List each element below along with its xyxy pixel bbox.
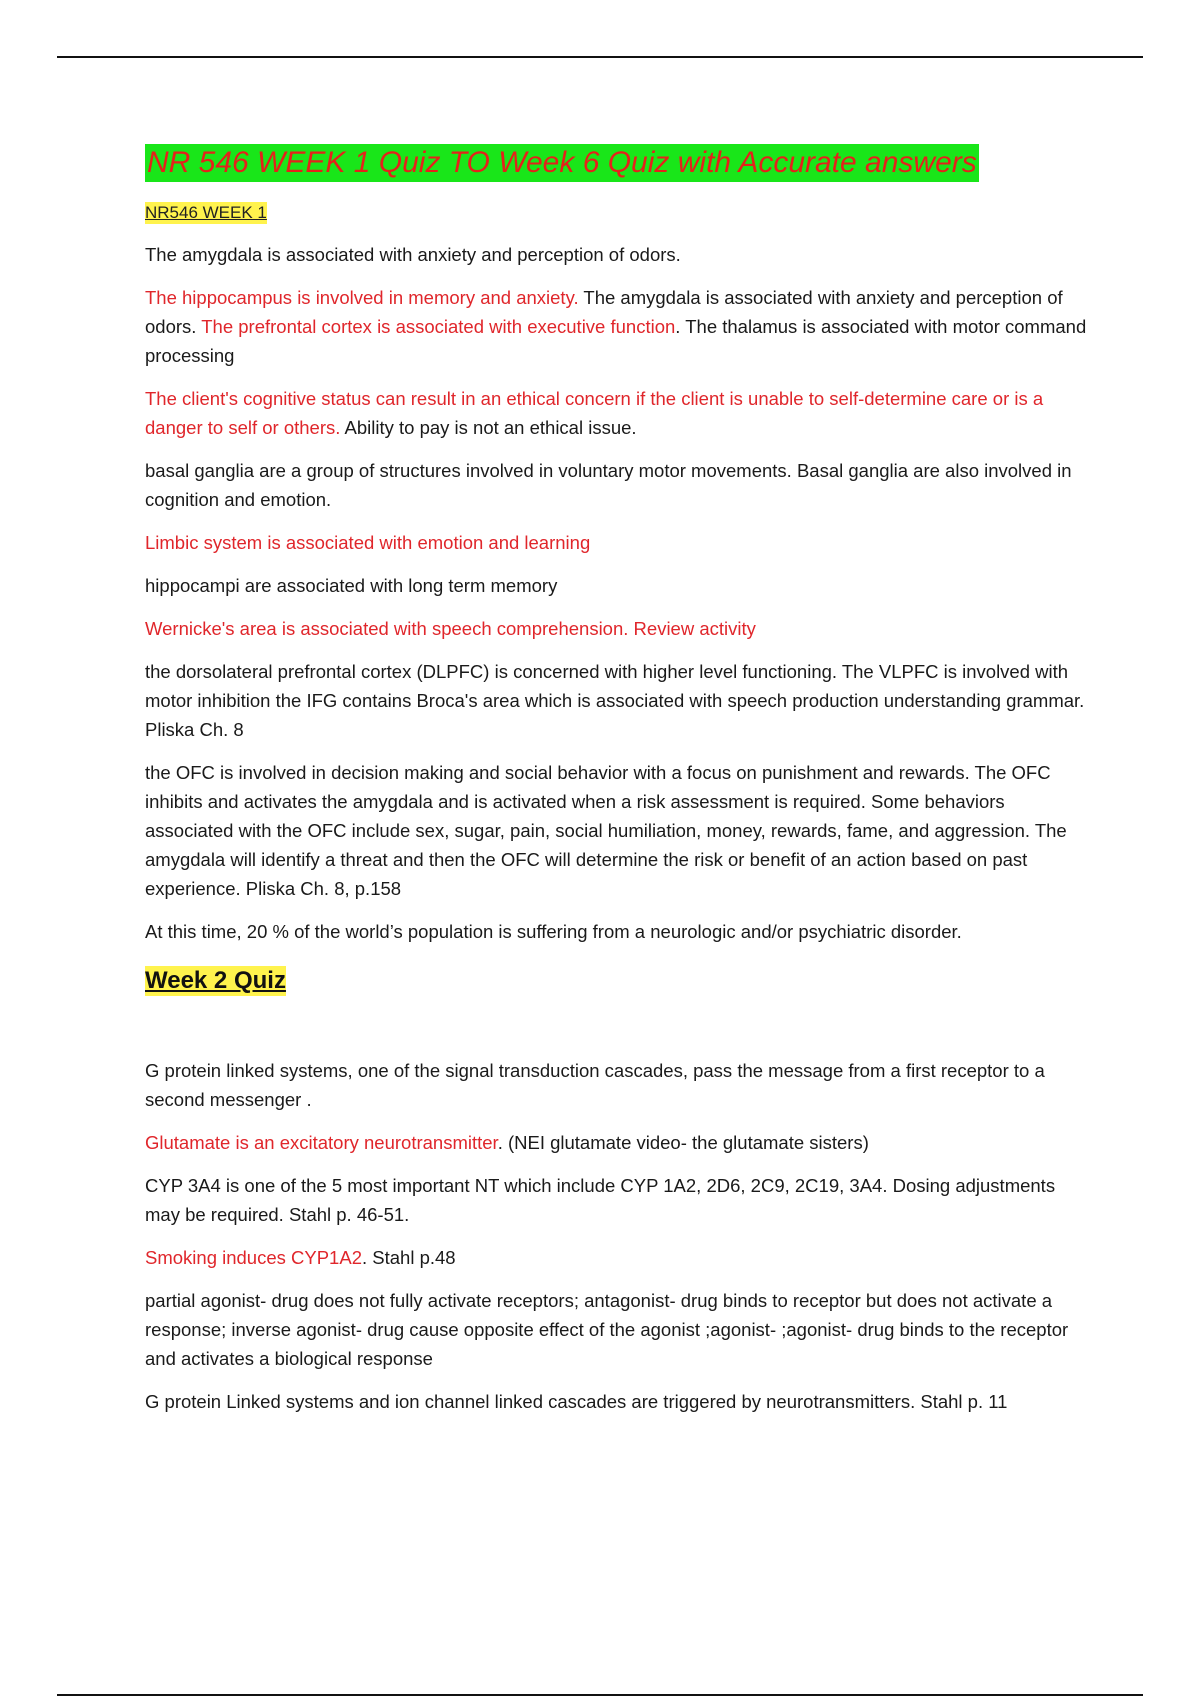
paragraph bbox=[145, 384, 1095, 442]
paragraph-text: G protein linked systems, one of the signal transduction cascades, pass the message from a first receptor to a second messenger . bbox=[145, 1060, 1045, 1110]
paragraph-text: . The thalamus is associated with motor command processing bbox=[145, 316, 1087, 366]
highlighted-answer: The prefrontal cortex is associated with executive function bbox=[201, 316, 676, 337]
paragraph bbox=[145, 1286, 1095, 1373]
highlighted-answer: The client's cognitive status can result in an ethical concern if the client is unable to self-determine care or is a danger to self or others. bbox=[145, 388, 1044, 438]
paragraph-text: the OFC is involved in decision making and social behavior with a focus on punishment and rewards. The OFC inhibits and activates the amygdala and is activated when a risk assessment is required. Some behaviors associated with the OFC include sex, sugar, pain, social humiliation, money, rewards, fame, and aggression. The amygdala will identify a threat and then the OFC will determine the risk or benefit of an action based on past experience. Pliska Ch. 8, p.158 bbox=[145, 762, 1067, 899]
highlighted-answer: The hippocampus is involved in memory and anxiety. bbox=[145, 287, 579, 308]
paragraph-text: The amygdala is associated with anxiety and perception of odors. bbox=[145, 287, 1063, 337]
paragraph-text: hippocampi are associated with long term memory bbox=[145, 575, 558, 596]
paragraph-text: G protein Linked systems and ion channel linked cascades are triggered by neurotransmitters. Stahl p. 11 bbox=[145, 1391, 1008, 1412]
top-divider bbox=[57, 56, 1143, 58]
paragraph-text: Ability to pay is not an ethical issue. bbox=[340, 417, 637, 438]
highlighted-answer: Limbic system is associated with emotion and learning bbox=[145, 532, 591, 553]
document-body bbox=[145, 144, 1095, 1430]
paragraph bbox=[145, 283, 1095, 370]
paragraph bbox=[145, 1128, 1095, 1157]
document-title: NR 546 WEEK 1 Quiz TO Week 6 Quiz with Accurate answers bbox=[145, 144, 979, 182]
paragraph-text: . (NEI glutamate video- the glutamate sisters) bbox=[497, 1132, 869, 1153]
bottom-divider bbox=[57, 1694, 1143, 1696]
paragraph bbox=[145, 614, 1095, 643]
paragraph bbox=[145, 456, 1095, 514]
paragraph bbox=[145, 1387, 1095, 1416]
highlighted-answer: Wernicke's area is associated with speech comprehension. Review activity bbox=[145, 618, 756, 639]
paragraph-text: CYP 3A4 is one of the 5 most important NT which include CYP 1A2, 2D6, 2C9, 2C19, 3A4. Dosing adjustments may be required. Stahl p. 46-51. bbox=[145, 1175, 1056, 1225]
paragraph-text: the dorsolateral prefrontal cortex (DLPFC) is concerned with higher level functioning. The VLPFC is involved with motor inhibition the IFG contains Broca's area which is associated with speech production understanding grammar. Pliska Ch. 8 bbox=[145, 661, 1085, 740]
paragraph bbox=[145, 758, 1095, 903]
paragraph-text: partial agonist- drug does not fully activate receptors; antagonist- drug binds to receptor but does not activate a response; inverse agonist- drug cause opposite effect of the agonist ;agonist- ;agonist- drug binds to the receptor and activates a biological response bbox=[145, 1290, 1069, 1369]
paragraph bbox=[145, 240, 1095, 269]
paragraph bbox=[145, 657, 1095, 744]
paragraph bbox=[145, 1243, 1095, 1272]
paragraph bbox=[145, 1171, 1095, 1229]
paragraph-text: . Stahl p.48 bbox=[361, 1247, 456, 1268]
paragraph bbox=[145, 571, 1095, 600]
paragraph-text: basal ganglia are a group of structures involved in voluntary motor movements. Basal ganglia are also involved in cognition and emotion. bbox=[145, 460, 1072, 510]
paragraph-text: At this time, 20 % of the world’s population is suffering from a neurologic and/or psychiatric disorder. bbox=[145, 921, 962, 942]
paragraph-text: The amygdala is associated with anxiety and perception of odors. bbox=[145, 244, 681, 265]
week2-heading: Week 2 Quiz bbox=[145, 967, 286, 994]
highlighted-answer: Glutamate is an excitatory neurotransmitter bbox=[145, 1132, 498, 1153]
week1-label: NR546 WEEK 1 bbox=[145, 203, 267, 222]
highlighted-answer: Smoking induces CYP1A2 bbox=[145, 1247, 362, 1268]
paragraph bbox=[145, 917, 1095, 946]
paragraph bbox=[145, 528, 1095, 557]
paragraph bbox=[145, 1056, 1095, 1114]
